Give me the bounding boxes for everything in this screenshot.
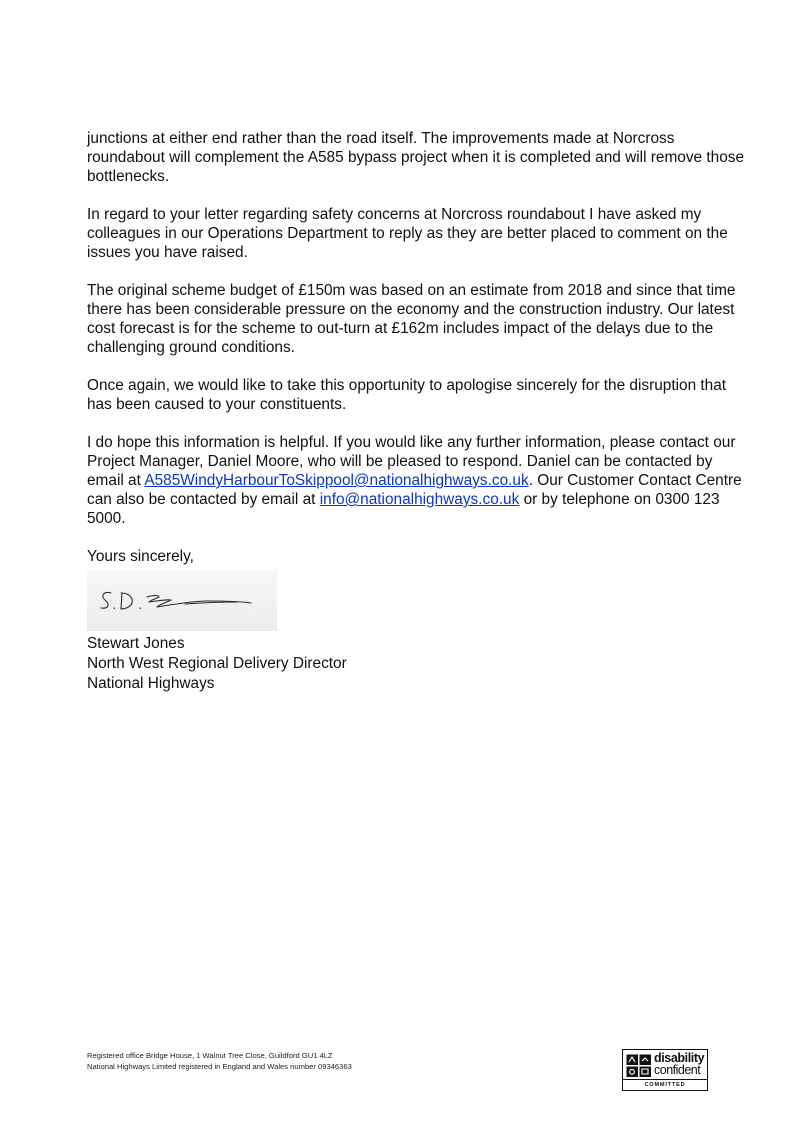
- contact-text-1: I do hope this information is helpful. If you would like any further information, please contact our Project Manager, Daniel Moore, who will be pleased to respond. Daniel can be contacted by email at: [87, 434, 736, 489]
- footer-registration-number: National Highways Limited registered in England and Wales number 09346363: [87, 1062, 352, 1071]
- contact-text-2: . Our Customer Contact Centre can also be contacted by email at: [87, 472, 742, 508]
- paragraph-safety: In regard to your letter regarding safety concerns at Norcross roundabout I have asked my colleagues in our Operations Department to reply as they are better placed to comment on the issues you have raised.: [87, 206, 728, 261]
- paragraph-apology: Once again, we would like to take this opportunity to apologise sincerely for the disruption that has been caused to your constituents.: [87, 377, 727, 413]
- signature-image: [87, 571, 277, 631]
- paragraph-contact: [87, 433, 747, 528]
- signatory-organisation: National Highways: [87, 675, 215, 692]
- disability-confident-badge: [622, 1049, 708, 1091]
- paragraph-budget: The original scheme budget of £150m was based on an estimate from 2018 and since that time there has been considerable pressure on the economy and the construction industry. Our latest cost forecast is for the scheme to out-turn at £162m includes impact of the delays due to the challenging ground conditions.: [87, 282, 736, 356]
- letter-body: [87, 129, 747, 585]
- handwritten-signature: [87, 571, 277, 631]
- project-email-link[interactable]: A585WindyHarbourToSkippool@nationalhighways.co.uk: [144, 472, 529, 489]
- signatory-block: [87, 634, 347, 694]
- badge-word-disability: disability: [654, 1051, 705, 1065]
- closing: Yours sincerely,: [87, 548, 194, 565]
- badge-status: COMMITTED: [623, 1079, 707, 1090]
- footer-registered-office: Registered office Bridge House, 1 Walnut Tree Close, Guildford GU1 4LZ: [87, 1051, 333, 1060]
- contact-text-3: or by telephone on 0300 123 5000.: [87, 491, 720, 527]
- paragraph-bypass: junctions at either end rather than the road itself. The improvements made at Norcross roundabout will complement the A585 bypass project when it is completed and will remove those bottlenecks.: [87, 130, 745, 185]
- footer: [87, 1050, 352, 1072]
- disability-confident-icon: [626, 1054, 652, 1078]
- signatory-name: Stewart Jones: [87, 635, 185, 652]
- info-email-link[interactable]: info@nationalhighways.co.uk: [319, 491, 520, 508]
- badge-word-confident: confident: [654, 1063, 701, 1077]
- signatory-title: North West Regional Delivery Director: [87, 655, 347, 672]
